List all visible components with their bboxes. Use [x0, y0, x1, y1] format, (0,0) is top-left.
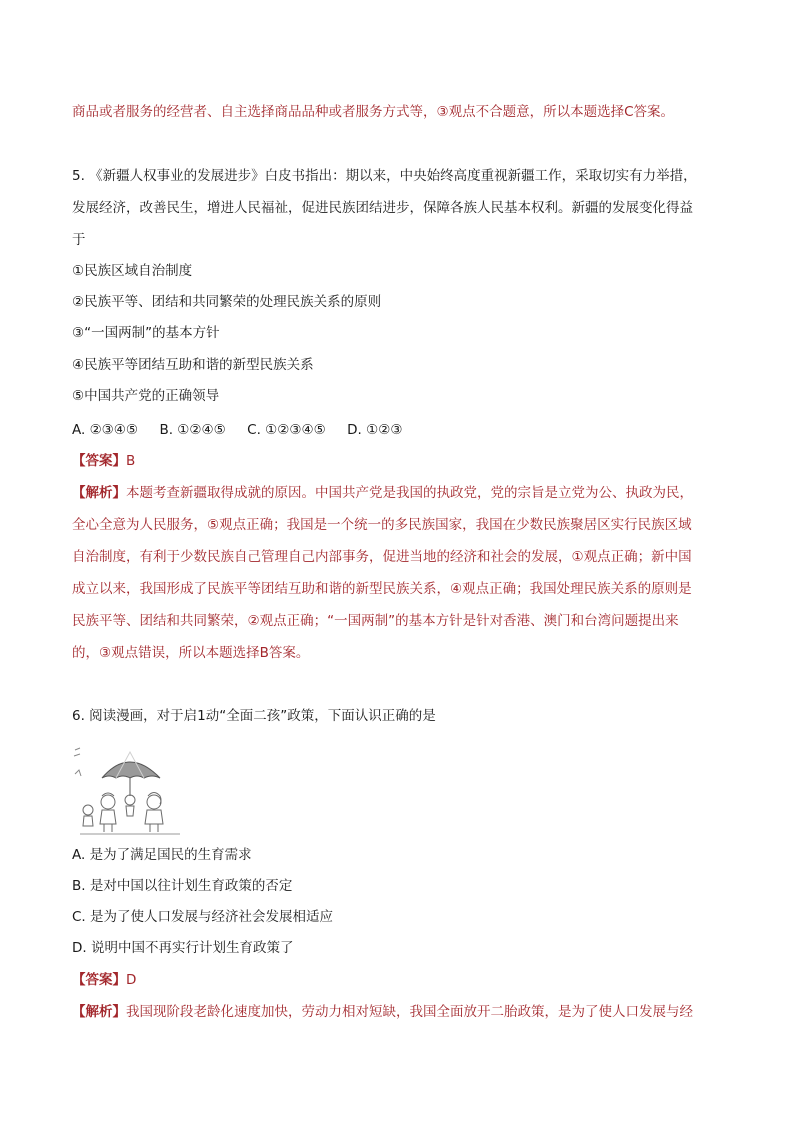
q6-choice-c: C. 是为了使人口发展与经济社会发展相适应 — [72, 909, 334, 925]
q5-analysis-tag: 【解析】 — [72, 485, 126, 501]
q5-statement-5: ⑤中国共产党的正确领导 — [72, 388, 220, 404]
q5-answer-tag: 【答案】 — [72, 453, 126, 469]
q5-stem-line-3: 于 — [72, 232, 86, 248]
q5-statement-4: ④民族平等团结互助和谐的新型民族关系 — [72, 357, 314, 373]
q5-statement-3: ③“一国两制”的基本方针 — [72, 325, 220, 341]
q5-answer — [72, 451, 724, 471]
cartoon-image — [72, 744, 186, 836]
q5-stem-line-2: 发展经济，改善民生，增进人民福祉，促进民族团结进步，保障各族人民基本权利。新疆的发展变化得益 — [72, 200, 693, 216]
q6-answer — [72, 970, 724, 990]
q5-analysis-line-4: 成立以来，我国形成了民族平等团结互助和谐的新型民族关系，④观点正确；我国处理民族关系的原则是 — [72, 581, 692, 597]
q6-analysis-text: 我国现阶段老龄化速度加快，劳动力相对短缺，我国全面放开二胎政策，是为了使人口发展与经 — [126, 1004, 693, 1020]
q5-analysis-line-3: 自治制度，有利于少数民族自己管理自己内部事务，促进当地的经济和社会的发展，①观点正确；新中国 — [72, 549, 692, 565]
q5-statement-1: ①民族区域自治制度 — [72, 263, 193, 279]
q5-analysis-line-6: 的，③观点错误，所以本题选择B答案。 — [72, 645, 310, 661]
q5-stem-line-1: 5. 《新疆人权事业的发展进步》白皮书指出：期以来，中央始终高度重视新疆工作，采取切实有力举措， — [72, 168, 697, 184]
q6-answer-tag: 【答案】 — [72, 972, 126, 988]
q5-analysis-line-1 — [72, 483, 724, 503]
q5-options: A. ②③④⑤ B. ①②④⑤ C. ①②③④⑤ D. ①②③ — [72, 422, 403, 438]
q5-analysis-text-1: 本题考查新疆取得成就的原因。中国共产党是我国的执政党，党的宗旨是立党为公、执政为民， — [126, 485, 693, 501]
q6-stem: 6. 阅读漫画，对于启1动“全面二孩”政策，下面认识正确的是 — [72, 708, 436, 724]
q6-choice-b: B. 是对中国以往计划生育政策的否定 — [72, 878, 293, 894]
q6-choice-d: D. 说明中国不再实行计划生育政策了 — [72, 940, 294, 956]
q6-analysis-tag: 【解析】 — [72, 1004, 126, 1020]
q6-analysis-line-1 — [72, 1002, 724, 1022]
q5-statement-2: ②民族平等、团结和共同繁荣的处理民族关系的原则 — [72, 294, 382, 310]
q6-answer-value: D — [126, 972, 137, 988]
previous-explanation-tail: 商品或者服务的经营者、自主选择商品品种或者服务方式等，③观点不合题意，所以本题选择C答案。 — [72, 104, 675, 120]
q5-analysis-line-2: 全心全意为人民服务，⑤观点正确；我国是一个统一的多民族国家，我国在少数民族聚居区实行民族区域 — [72, 517, 692, 533]
q5-analysis-line-5: 民族平等、团结和共同繁荣，②观点正确；“一国两制”的基本方针是针对香港、澳门和台湾问题提出来 — [72, 613, 679, 629]
q6-choice-a: A. 是为了满足国民的生育需求 — [72, 847, 252, 863]
q5-answer-value: B — [126, 453, 136, 469]
